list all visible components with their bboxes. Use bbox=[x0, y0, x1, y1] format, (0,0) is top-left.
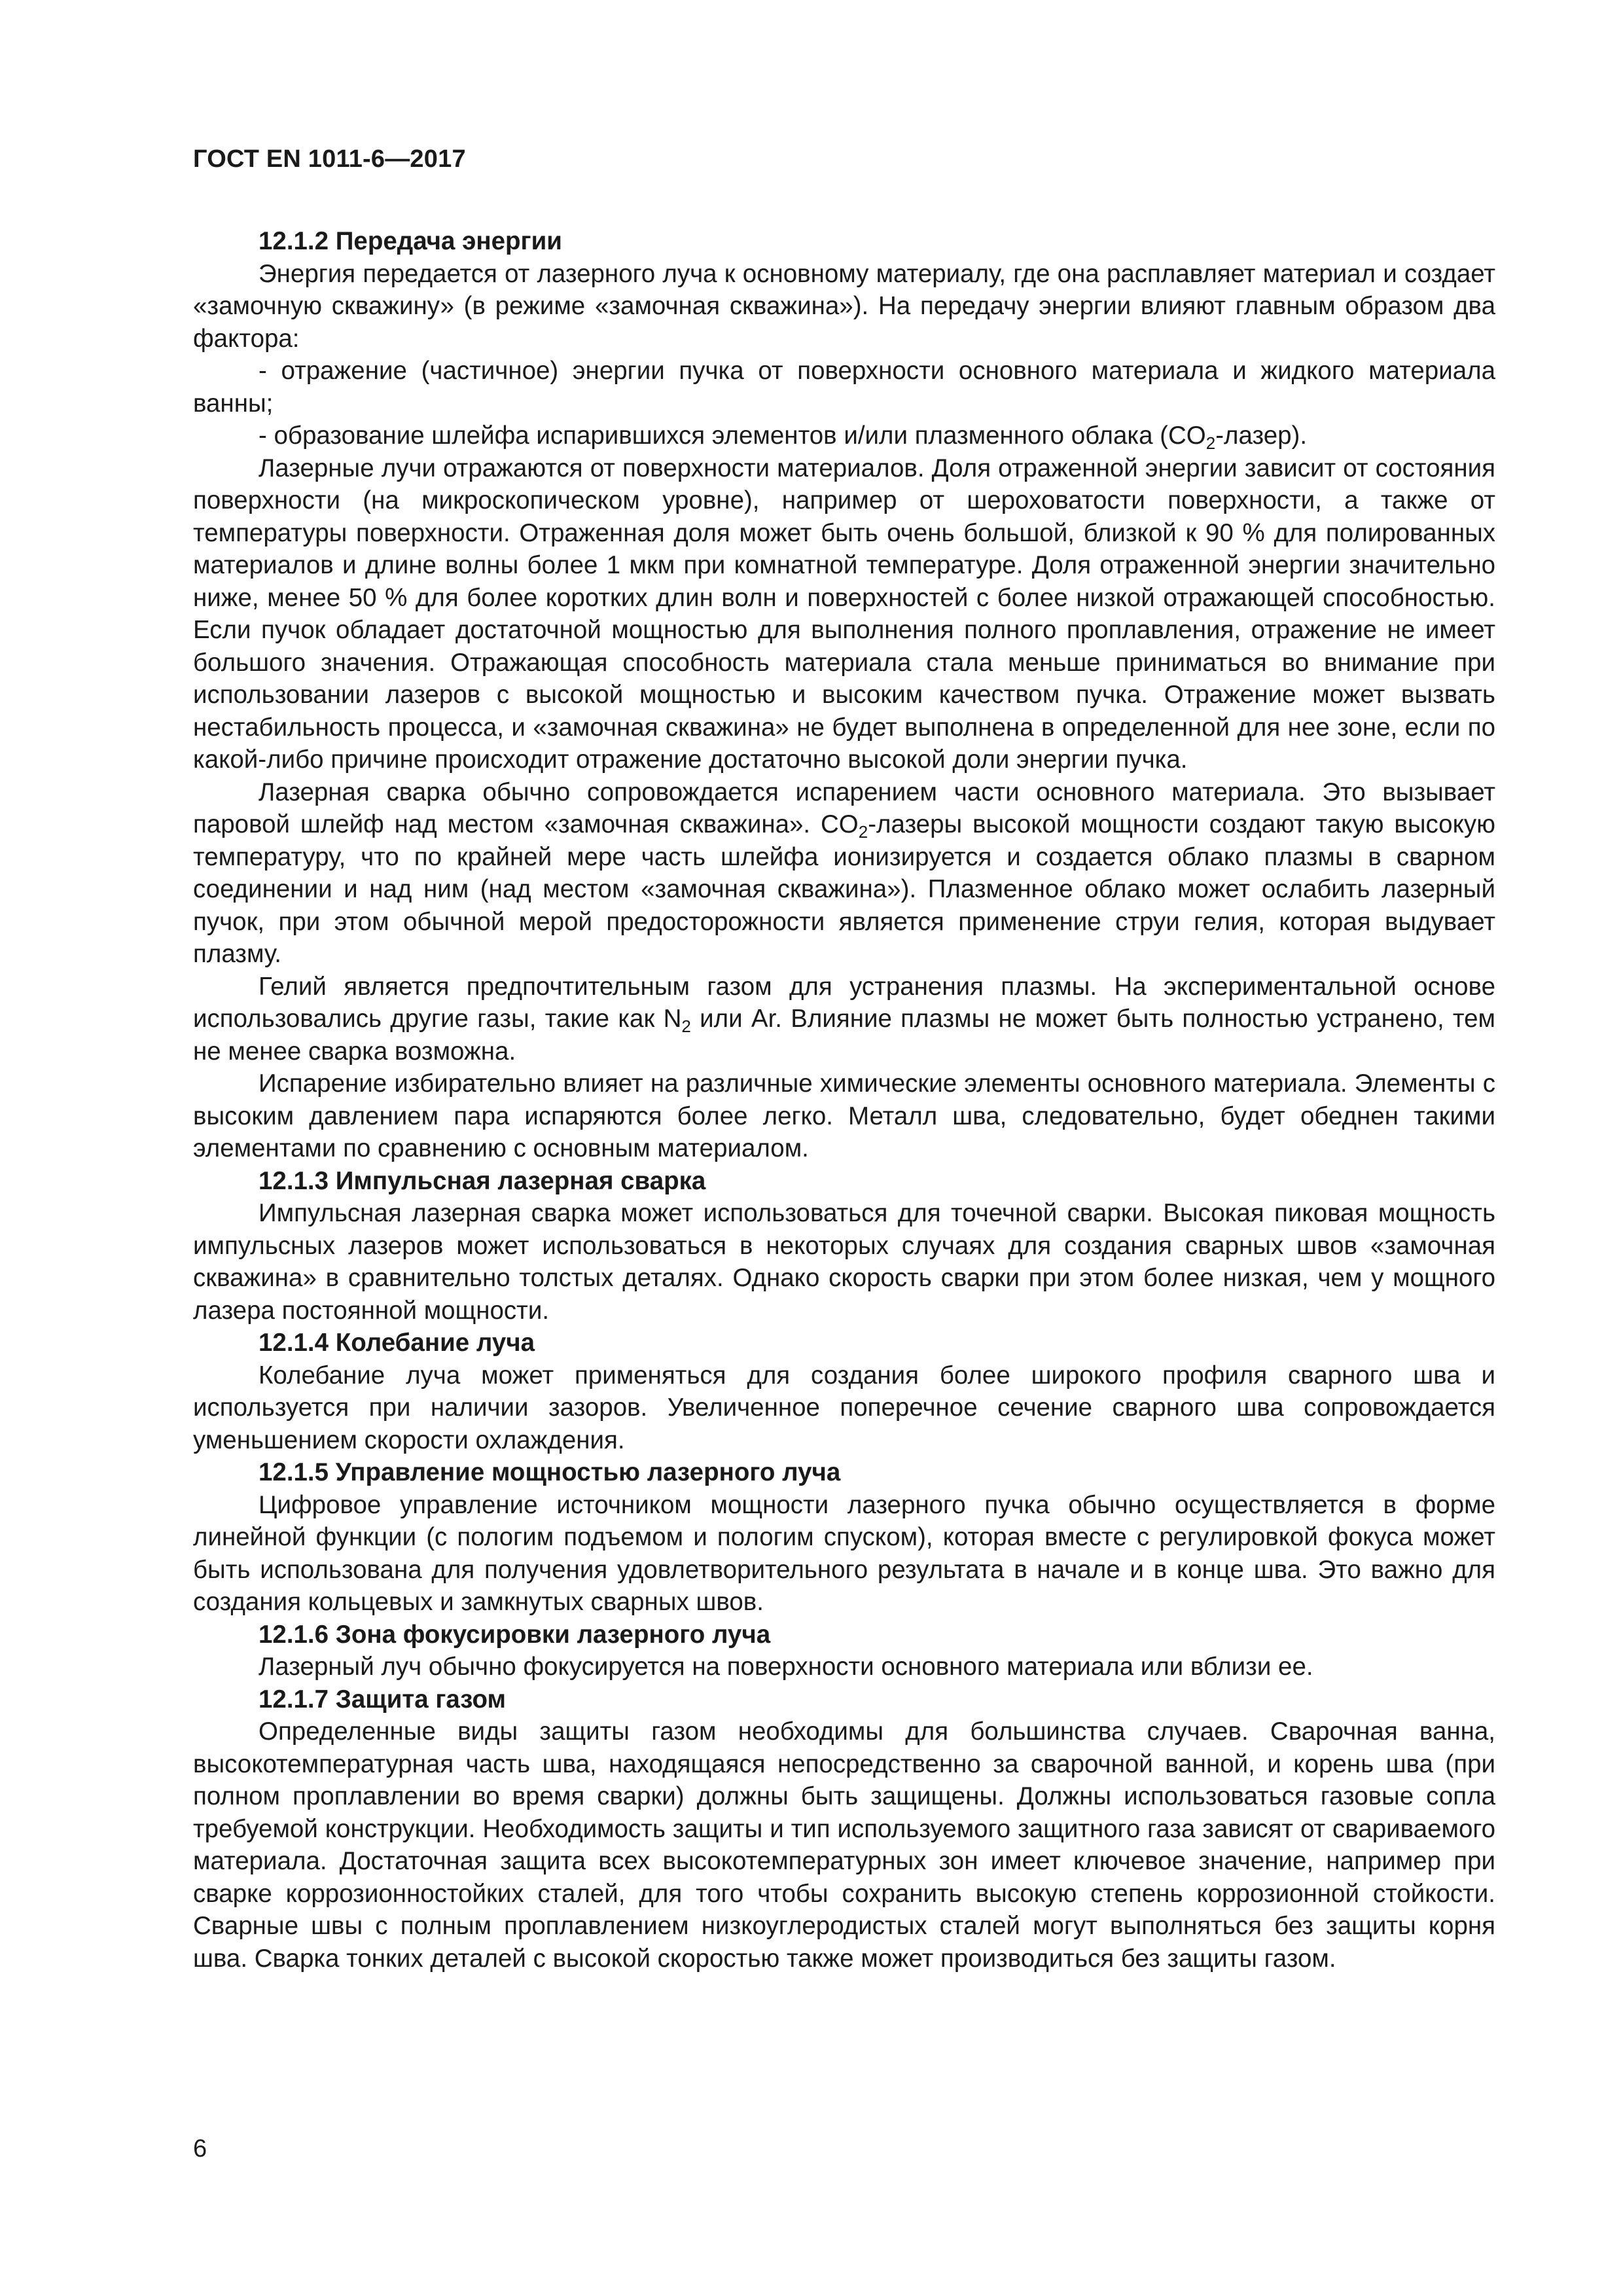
body-paragraph bbox=[193, 971, 1495, 1068]
body-paragraph: Колебание луча может применяться для создания более широкого профиля сварного шва и используется при наличии зазоров. Увеличенное поперечное сечение сварного шва сопровождается уменьшением скорости охлаждения. bbox=[193, 1361, 1495, 1454]
section-heading: 12.1.3 Импульсная лазерная сварка bbox=[259, 1166, 706, 1195]
page-number: 6 bbox=[193, 2135, 207, 2162]
body-paragraph bbox=[193, 776, 1495, 971]
paragraph-text: Гелий является предпочтительным газом для устранения плазмы. На экспериментальной основе использовались другие газы, такие как N bbox=[193, 972, 1495, 1033]
paragraph-text: или Ar. Влияние плазмы не может быть полностью устранено, тем не менее сварка возможна. bbox=[193, 1005, 1495, 1066]
body-paragraph: Определенные виды защиты газом необходимы для большинства случаев. Сварочная ванна, высокотемпературная часть шва, находящаяся непосредственно за сварочной ванной, и корень шва (при полном проплавлении во время сварки) должны быть защищены. Должны использоваться газовые сопла требуемой конструкции. Необходимость защиты и тип используемого защитного газа зависят от свариваемого материала. Достаточная защита всех высокотемпературных зон имеет ключевое значение, например при сварке коррозионностойких сталей, для того чтобы сохранить высокую степень коррозионной стойкости. Сварные швы с полным проплавлением низкоуглеродистых сталей могут выполняться без защиты корня шва. Сварка тонких деталей с высокой скоростью также может производиться без защиты газом. bbox=[193, 1717, 1495, 1973]
body-paragraph: Импульсная лазерная сварка может использоваться для точечной сварки. Высокая пиковая мощность импульсных лазеров может использоваться в некоторых случаях для создания сварных швов «замочная скважина» в сравнительно толстых деталях. Однако скорость сварки при этом более низкая, чем у мощного лазера постоянной мощности. bbox=[193, 1199, 1495, 1325]
paragraph-text: -лазер). bbox=[1215, 422, 1308, 450]
paragraph-text: Лазерная сварка обычно сопровождается испарением части основного материала. Это вызывает паровой шлейф над местом «замочная скважина». CO bbox=[193, 778, 1495, 838]
section-heading: 12.1.7 Защита газом bbox=[259, 1685, 506, 1713]
section-heading: 12.1.6 Зона фокусировки лазерного луча bbox=[259, 1620, 771, 1649]
section-heading: 12.1.5 Управление мощностью лазерного луча bbox=[259, 1458, 841, 1486]
body-paragraph bbox=[193, 420, 1495, 452]
body-paragraph: Испарение избирательно влияет на различные химические элементы основного материала. Элементы с высоким давлением пара испаряются более легко. Металл шва, следовательно, будет обеднен такими элементами по сравнению с основным материалом. bbox=[193, 1069, 1495, 1162]
section-heading: 12.1.2 Передача энергии bbox=[259, 227, 562, 255]
body-paragraph: Цифровое управление источником мощности лазерного пучка обычно осуществляется в форме линейной функции (с пологим подъемом и пологим спуском), которая вместе с регулировкой фокуса может быть использована для получения удовлетворительного результата в начале и в конце шва. Это важно для создания кольцевых и замкнутых сварных швов. bbox=[193, 1490, 1495, 1616]
document-body bbox=[193, 225, 1495, 1975]
section-heading: 12.1.4 Колебание луча bbox=[259, 1329, 535, 1357]
body-paragraph: - отражение (частичное) энергии пучка от поверхности основного материала и жидкого материала ванны; bbox=[193, 357, 1495, 418]
subscript: 2 bbox=[858, 822, 868, 842]
subscript: 2 bbox=[681, 1016, 691, 1036]
subscript: 2 bbox=[1205, 433, 1216, 453]
standard-designation: ГОСТ EN 1011-6—2017 bbox=[193, 145, 466, 173]
body-paragraph: Энергия передается от лазерного луча к основному материалу, где она расплавляет материал и создает «замочную скважину» (в режиме «замочная скважина»). На передачу энергии влияют главным образом два фактора: bbox=[193, 259, 1495, 353]
paragraph-text: -лазеры высокой мощности создают такую высокую температуру, что по крайней мере часть шлейфа ионизируется и создается облако плазмы в сварном соединении и над ним (над местом «замочная скважина»). Плазменное облако может ослабить лазерный пучок, при этом обычной мерой предосторожности является применение струи гелия, которая выдувает плазму. bbox=[193, 810, 1495, 968]
body-paragraph: Лазерный луч обычно фокусируется на поверхности основного материала или вблизи ее. bbox=[259, 1653, 1313, 1681]
body-paragraph: Лазерные лучи отражаются от поверхности материалов. Доля отраженной энергии зависит от состояния поверхности (на микроскопическом уровне), например от шероховатости поверхности, а также от температуры поверхности. Отраженная доля может быть очень большой, близкой к 90 % для полированных материалов и длине волны более 1 мкм при комнатной температуре. Доля отраженной энергии значительно ниже, менее 50 % для более коротких длин волн и поверхностей с более низкой отражающей способностью. Если пучок обладает достаточной мощностью для выполнения полного проплавления, отражение не имеет большого значения. Отражающая способность материала стала меньше приниматься во внимание при использовании лазеров с высокой мощностью и высоким качеством пучка. Отражение может вызвать нестабильность процесса, и «замочная скважина» не будет выполнена в определенной для нее зоне, если по какой-либо причине происходит отражение достаточно высокой доли энергии пучка. bbox=[193, 454, 1495, 774]
paragraph-text: - образование шлейфа испарившихся элементов и/или плазменного облака (CO bbox=[259, 422, 1206, 450]
